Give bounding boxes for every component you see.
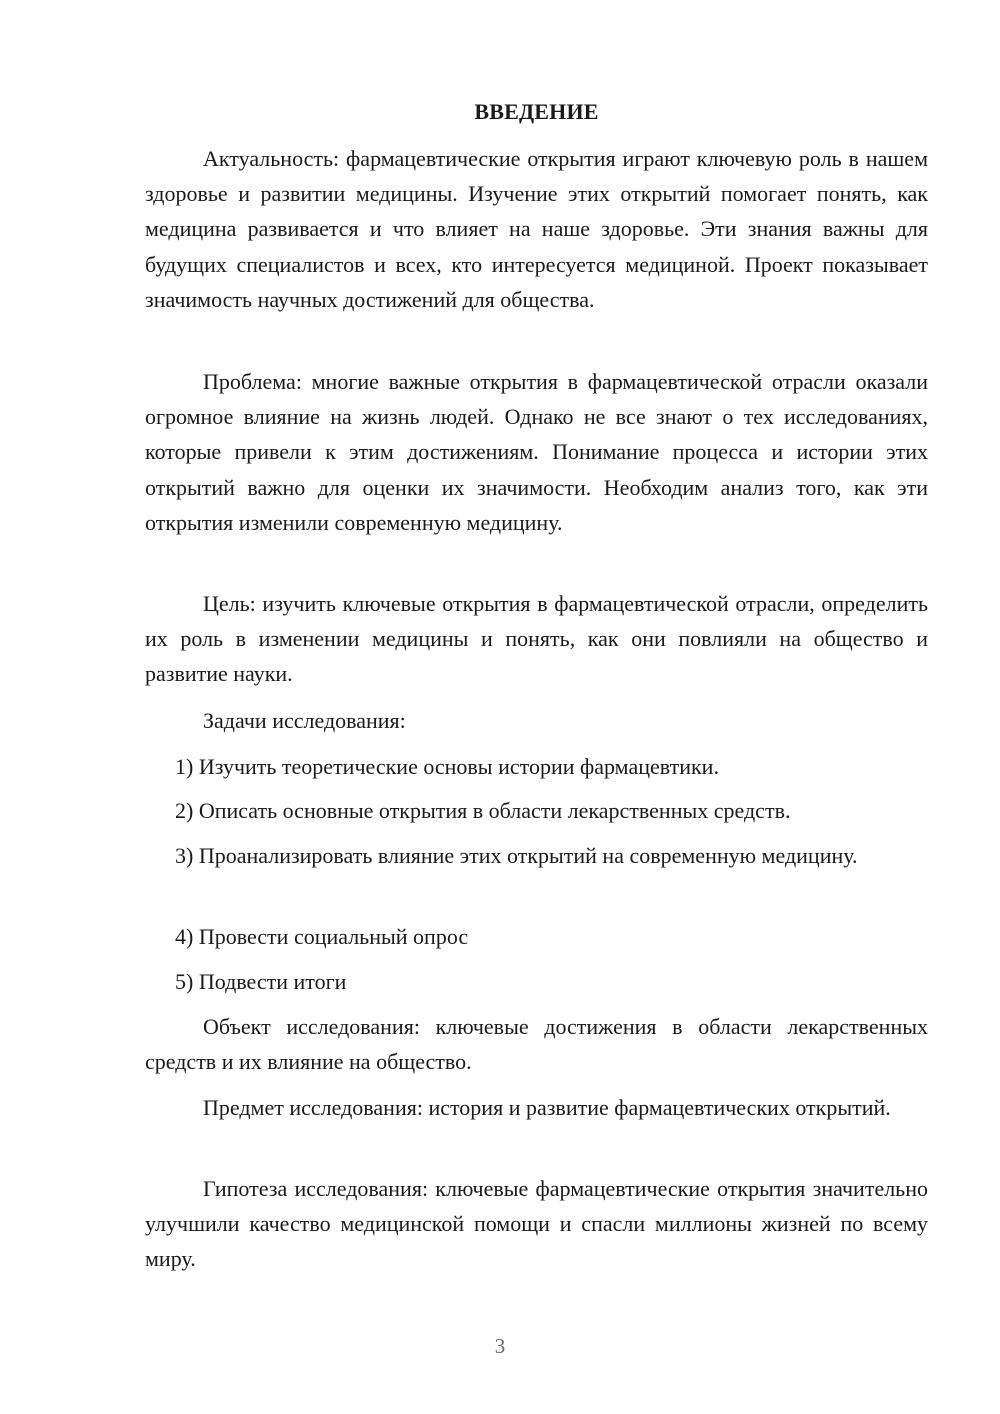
- task-item-1: 1) Изучить теоретические основы истории фармацевтики.: [175, 754, 719, 779]
- task-item-4: 4) Провести социальный опрос: [175, 924, 469, 949]
- task-item-3: 3) Проанализировать влияние этих открытий на современную медицину.: [175, 843, 858, 868]
- object-paragraph: Объект исследования: ключевые достижения в области лекарственных средств и их влияние на общество.: [145, 1014, 928, 1075]
- relevance-paragraph: Актуальность: фармацевтические открытия играют ключевую роль в нашем здоровье и развитии медицины. Изучение этих открытий помогает понять, как медицина развивается и что влияет на наше здоровье. Эти знания важны для будущих специалистов и всех, кто интересуется медициной. Проект показывает значимость научных достижений для общества.: [145, 146, 928, 312]
- subject-paragraph: Предмет исследования: история и развитие фармацевтических открытий.: [203, 1095, 891, 1120]
- page-number: 3: [494, 1334, 506, 1358]
- hypothesis-paragraph: Гипотеза исследования: ключевые фармацевтические открытия значительно улучшили качество медицинской помощи и спасли миллионы жизней по всему миру.: [145, 1176, 928, 1272]
- section-heading: ВВЕДЕНИЕ: [474, 99, 599, 124]
- task-item-2: 2) Описать основные открытия в области лекарственных средств.: [175, 798, 791, 823]
- tasks-heading: Задачи исследования:: [203, 708, 406, 733]
- task-item-5: 5) Подвести итоги: [175, 969, 347, 994]
- goal-paragraph: Цель: изучить ключевые открытия в фармацевтической отрасли, определить их роль в изменении медицины и понять, как они повлияли на общество и развитие науки.: [145, 591, 928, 687]
- problem-paragraph: Проблема: многие важные открытия в фармацевтической отрасли оказали огромное влияние на жизнь людей. Однако не все знают о тех исследованиях, которые привели к этим достижениям. Понимание процесса и истории этих открытий важно для оценки их значимости. Необходим анализ того, как эти открытия изменили современную медицину.: [145, 369, 928, 535]
